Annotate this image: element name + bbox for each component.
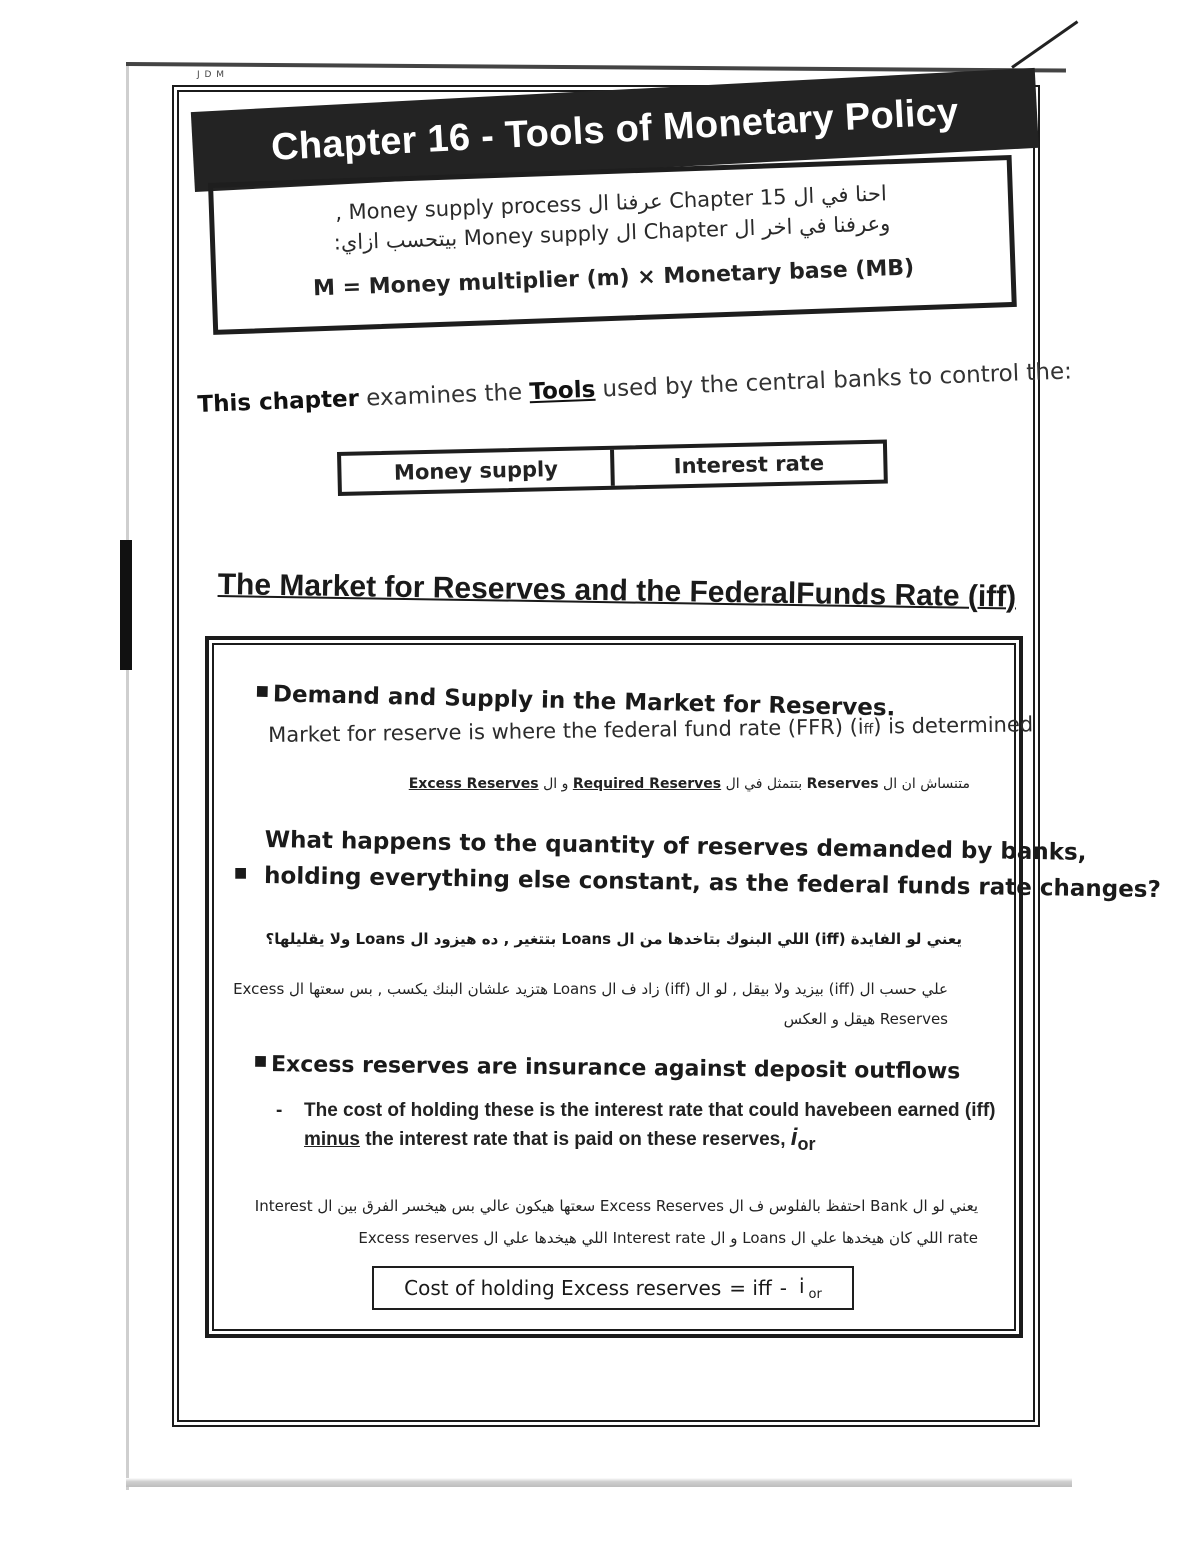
scan-edge-bottom bbox=[126, 1478, 1072, 1487]
chapter-description-bold: This chapter bbox=[197, 385, 360, 418]
arabic-explanation: يعني لو ال Bank احتفظ بالفلوس ف ال Excess Reserves سعتها هيكون عالي بس هيخسر الفرق بين ال Interest rate اللي كان هيخدها علي ال Loans و ال Interest rate اللي هيخدها علي ال Excess reserves bbox=[254, 1197, 978, 1247]
binding-strip bbox=[120, 540, 132, 670]
required-reserves-term: Required Reserves bbox=[572, 776, 722, 792]
reserves-note-and: و ال bbox=[538, 776, 573, 792]
minus-word: minus bbox=[304, 1129, 360, 1150]
tools-cell-money-supply: Money supply bbox=[341, 450, 615, 492]
reserves-note-arabic bbox=[408, 776, 970, 792]
reserves-note-part1: متنساش ان ال bbox=[878, 776, 970, 792]
tools-word: Tools bbox=[528, 376, 596, 406]
question-line-2: holding everything else constant, as the federal funds rate changes? bbox=[264, 862, 1162, 904]
bullet-icon: ■ bbox=[255, 682, 270, 700]
chapter-description-middle: examines the bbox=[358, 379, 530, 412]
intro-box bbox=[208, 155, 1017, 335]
bullet-icon: ■ bbox=[234, 865, 248, 881]
cost-formula-i: i bbox=[798, 1274, 805, 1298]
cost-formula-equals: = iff bbox=[729, 1276, 772, 1300]
excess-reserves-heading-text: Excess reserves are insurance against deposit outflows bbox=[270, 1052, 961, 1085]
intro-line-2: وعرفنا في اخر ال Chapter ال Money supply بيتحسب ازاي: bbox=[333, 211, 891, 255]
reserves-word: Reserves bbox=[806, 776, 879, 792]
cost-formula-sub: or bbox=[808, 1287, 822, 1302]
cost-text-end: the interest rate that is paid on these reserves, bbox=[359, 1129, 791, 1150]
market-definition-end: ) is determined bbox=[873, 712, 1034, 739]
question-line-1: What happens to the quantity of reserves demanded by banks, bbox=[264, 826, 1087, 866]
ior-subscript: or bbox=[797, 1133, 816, 1154]
intro-line-1: احنا في ال Chapter 15 عرفنا ال Money supply process , bbox=[334, 181, 888, 225]
chapter-description-end: used by the central banks to control the: bbox=[594, 358, 1073, 403]
scan-edge-top bbox=[126, 62, 1066, 73]
market-definition-sub: ff bbox=[863, 721, 874, 738]
reserves-note-part2: بتتمثل في ال bbox=[721, 776, 807, 792]
cost-text-start: The cost of holding these is the interest rate that could havebeen earned (iff) bbox=[304, 1100, 996, 1121]
cost-formula-ior bbox=[795, 1274, 822, 1302]
page-title: Chapter 16 - Tools of Monetary Policy bbox=[270, 90, 960, 169]
demand-supply-heading-text: Demand and Supply in the Market for Reserves. bbox=[272, 681, 896, 722]
dash-marker: - bbox=[276, 1100, 283, 1121]
question-text bbox=[264, 822, 1162, 908]
tools-cell-interest-rate: Interest rate bbox=[673, 450, 825, 479]
section-heading: The Market for Reserves and the FederalFunds Rate (iff) bbox=[217, 568, 1017, 614]
bullet-icon: ■ bbox=[253, 1053, 268, 1070]
page-code: J D M bbox=[197, 70, 226, 80]
market-definition-start: Market for reserve is where the federal fund rate (FFR) (i bbox=[268, 714, 864, 747]
arabic-question: يعني لو الفايدة (iff) اللي البنوك بتاخدها من ال Loans بتتغير , ده هيزود ال Loans ولا يقليلها؟ bbox=[265, 930, 962, 948]
money-formula: M = Money multiplier (m) × Monetary base (MB) bbox=[312, 255, 915, 302]
cost-of-holding-text bbox=[304, 1097, 996, 1158]
page-fold-line bbox=[1011, 20, 1078, 68]
cost-formula-minus: - bbox=[779, 1276, 787, 1300]
cost-formula-box bbox=[372, 1266, 854, 1310]
cost-of-holding-item bbox=[276, 1097, 996, 1158]
question-heading bbox=[234, 822, 1162, 904]
scan-edge-left bbox=[126, 64, 129, 1490]
arabic-answer: علي حسب ال (iff) بيزيد ولا بيقل , لو ال (iff) زاد ف ال Loans هتزيد علشان البنك يكسب , بس سعتها ال Excess Reserves هيقل و العكس bbox=[233, 980, 948, 1028]
ior-symbol: i bbox=[790, 1124, 798, 1151]
cost-formula-label: Cost of holding Excess reserves bbox=[404, 1276, 722, 1300]
excess-reserves-term: Excess Reserves bbox=[408, 776, 539, 792]
